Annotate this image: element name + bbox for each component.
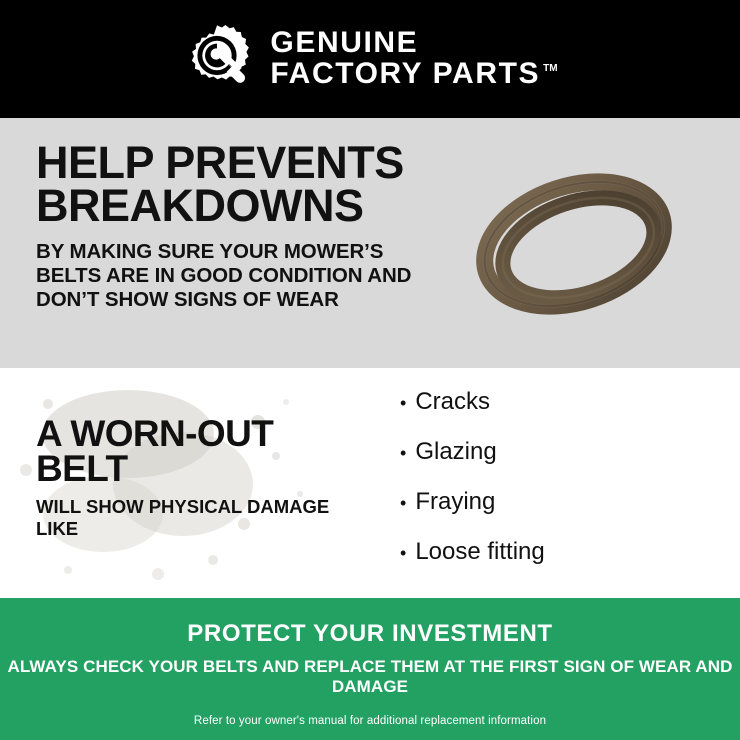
symptom-label: Glazing (415, 438, 497, 465)
bullet-icon: • (400, 443, 407, 463)
brand-header (0, 0, 740, 118)
panel-one-copy (36, 137, 416, 312)
panel-one-subcopy: BY MAKING SURE YOUR MOWER’S BELTS ARE IN GOOD CONDITION AND DON’T SHOW SIGNS OF WEAR (36, 239, 412, 311)
gear-wrench-logo-icon (182, 24, 252, 94)
brand-name (270, 28, 557, 89)
footer-title: PROTECT YOUR INVESTMENT (187, 620, 553, 647)
bullet-icon: • (400, 543, 407, 563)
bullet-icon: • (400, 393, 407, 413)
list-item (400, 440, 545, 464)
prevents-breakdowns-panel (0, 118, 740, 368)
protect-investment-footer (0, 598, 740, 740)
brand-line-1: GENUINE (270, 26, 419, 60)
symptom-list (400, 390, 545, 590)
list-item (400, 540, 545, 564)
panel-two-copy (36, 413, 366, 541)
list-item (400, 490, 545, 514)
panel-two-headline: A WORN-OUT BELT (36, 413, 274, 490)
panel-one-headline: HELP PREVENTS BREAKDOWNS (36, 137, 404, 231)
list-item (400, 390, 545, 414)
bullet-icon: • (400, 493, 407, 513)
brand-line-2: FACTORY PARTS ™ (270, 57, 558, 90)
mower-drive-belt-photo (414, 126, 734, 362)
footer-note: Refer to your owner's manual for additional replacement information (193, 714, 547, 727)
worn-out-belt-panel (0, 368, 740, 598)
trademark-mark: TM (543, 63, 558, 74)
symptom-label: Cracks (415, 388, 490, 415)
panel-two-subcopy: WILL SHOW PHYSICAL DAMAGE LIKE (36, 496, 330, 540)
symptom-label: Fraying (415, 488, 496, 515)
brand-lockup (182, 24, 557, 94)
footer-subtitle: ALWAYS CHECK YOUR BELTS AND REPLACE THEM AT THE FIRST SIGN OF WEAR AND DAMAGE (7, 657, 733, 697)
symptom-label: Loose fitting (415, 538, 545, 565)
